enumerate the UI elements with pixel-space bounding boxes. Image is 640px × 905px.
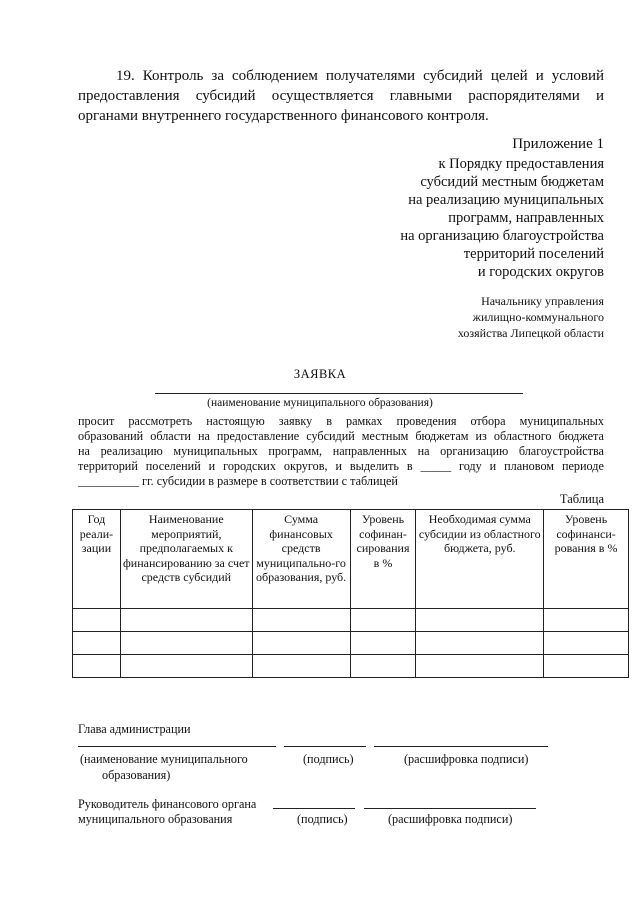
request-word: области	[150, 429, 191, 443]
appendix-line: и городских округов	[477, 264, 604, 280]
head-name-caption-2: образования)	[102, 768, 171, 782]
fin-sign-caption: (подпись)	[297, 812, 348, 826]
request-word: субсидий	[306, 429, 355, 443]
fin-title-2: муниципального образования	[78, 812, 233, 826]
clause-line: органами внутреннего государственного финансового контроля.	[78, 108, 489, 124]
request-word: _____	[420, 459, 452, 473]
request-word: году	[459, 459, 482, 473]
table-header-cell: Уровень софинан-сирования в %	[350, 510, 416, 609]
request-word: и	[489, 459, 497, 473]
request-word: периоде	[561, 459, 604, 473]
table-header-cell: Уровень софинанси-рования в %	[544, 510, 629, 609]
head-name-caption: (наименование муниципального	[80, 752, 248, 766]
fin-title-1: Руководитель финансового органа	[78, 797, 257, 811]
head-sign-line	[284, 746, 366, 747]
request-word: на	[197, 429, 210, 443]
request-word: и	[208, 459, 216, 473]
table-cell[interactable]	[416, 655, 544, 678]
table-row	[73, 655, 629, 678]
table-cell[interactable]	[120, 609, 252, 632]
table-cell[interactable]	[350, 655, 416, 678]
table-cell[interactable]	[120, 632, 252, 655]
appendix-line: программ, направленных	[448, 210, 604, 226]
fin-decode-line	[364, 808, 536, 809]
clause-line: 19. Контроль за соблюдением получателями субсидий целей и условий	[116, 68, 604, 84]
request-word: настоящую	[206, 414, 265, 428]
table-cell[interactable]	[544, 609, 629, 632]
request-word: из	[475, 429, 487, 443]
table-cell[interactable]	[416, 609, 544, 632]
appendix-line: территорий поселений	[463, 246, 604, 262]
request-word: городских	[223, 459, 276, 473]
table-header-cell: Наименование мероприятий, предполагаемых к финансированию за счет средств субсидий	[120, 510, 252, 609]
table-cell[interactable]	[544, 632, 629, 655]
request-word: поселений	[145, 459, 201, 473]
request-word: бюджетам	[415, 429, 469, 443]
appendix-line: субсидий местным бюджетам	[420, 174, 604, 190]
request-word: муниципальных	[173, 444, 258, 458]
addressee-line: жилищно-коммунального	[472, 310, 604, 324]
table-cell[interactable]	[252, 609, 350, 632]
table-header-cell: Год реали-зации	[73, 510, 121, 609]
request-word: реализацию	[100, 444, 163, 458]
request-word: предоставление	[216, 429, 300, 443]
request-line	[78, 459, 604, 474]
request-word: местным	[361, 429, 409, 443]
table-cell[interactable]	[252, 655, 350, 678]
head-name-line	[78, 746, 276, 747]
document-title: ЗАЯВКА	[293, 367, 347, 381]
request-word: направленных	[332, 444, 407, 458]
request-word: на	[417, 444, 430, 458]
table-row	[73, 609, 629, 632]
table-header-cell: Сумма финансовых средств муниципально-го образования, руб.	[252, 510, 350, 609]
request-word: в	[406, 459, 413, 473]
municipality-name-caption: (наименование муниципального образования)	[207, 397, 433, 409]
request-line	[78, 414, 604, 429]
fin-sign-line	[273, 808, 355, 809]
request-word: выделить	[349, 459, 399, 473]
request-word: рассмотреть	[128, 414, 193, 428]
request-line	[78, 429, 604, 444]
request-line	[78, 444, 604, 459]
table-cell[interactable]	[544, 655, 629, 678]
subsidy-table	[72, 509, 629, 678]
request-word: плановом	[504, 459, 555, 473]
clause-line: предоставления субсидий осуществляется главными распорядителями и	[78, 88, 604, 104]
table-cell[interactable]	[350, 632, 416, 655]
head-sign-caption: (подпись)	[303, 752, 354, 766]
request-word: заявку	[278, 414, 313, 428]
request-word: муниципальных	[519, 414, 604, 428]
request-word: рамках	[346, 414, 383, 428]
request-word: территорий	[78, 459, 138, 473]
appendix-line: Приложение 1	[512, 136, 604, 152]
table-header-row	[73, 510, 629, 609]
table-label: Таблица	[559, 492, 604, 506]
addressee-line: Начальнику управления	[481, 294, 604, 308]
request-word: округов,	[283, 459, 328, 473]
head-title: Глава администрации	[78, 722, 191, 736]
head-decode-line	[374, 746, 548, 747]
table-cell[interactable]	[252, 632, 350, 655]
request-word: и	[335, 459, 342, 473]
table-cell[interactable]	[73, 655, 121, 678]
request-word: программ,	[268, 444, 323, 458]
request-word: областного	[493, 429, 552, 443]
appendix-line: к Порядку предоставления	[438, 156, 604, 172]
request-line-last: __________ гг. субсидии в размере в соответствии с таблицей	[78, 474, 398, 488]
request-paragraph	[78, 414, 604, 489]
table-cell[interactable]	[73, 609, 121, 632]
addressee-line: хозяйства Липецкой области	[457, 326, 604, 340]
head-decode-caption: (расшифровка подписи)	[404, 752, 529, 766]
table-cell[interactable]	[120, 655, 252, 678]
request-word: на	[78, 444, 90, 458]
appendix-line: на реализацию муниципальных	[408, 192, 604, 208]
request-word: организацию	[440, 444, 509, 458]
request-word: отбора	[470, 414, 506, 428]
request-word: проведения	[396, 414, 457, 428]
table-cell[interactable]	[73, 632, 121, 655]
request-word: просит	[78, 414, 115, 428]
fin-decode-caption: (расшифровка подписи)	[388, 812, 513, 826]
request-word: благоустройства	[518, 444, 604, 458]
request-word: образований	[78, 429, 144, 443]
table-header-cell: Необходимая сумма субсидии из областного бюджета, руб.	[416, 510, 544, 609]
clause-19	[78, 66, 604, 126]
table-row	[73, 632, 629, 655]
appendix-line: на организацию благоустройства	[400, 228, 604, 244]
request-word: бюджета	[558, 429, 604, 443]
municipality-name-line	[155, 393, 523, 394]
table-cell[interactable]	[416, 632, 544, 655]
request-word: в	[326, 414, 333, 428]
table-cell[interactable]	[350, 609, 416, 632]
